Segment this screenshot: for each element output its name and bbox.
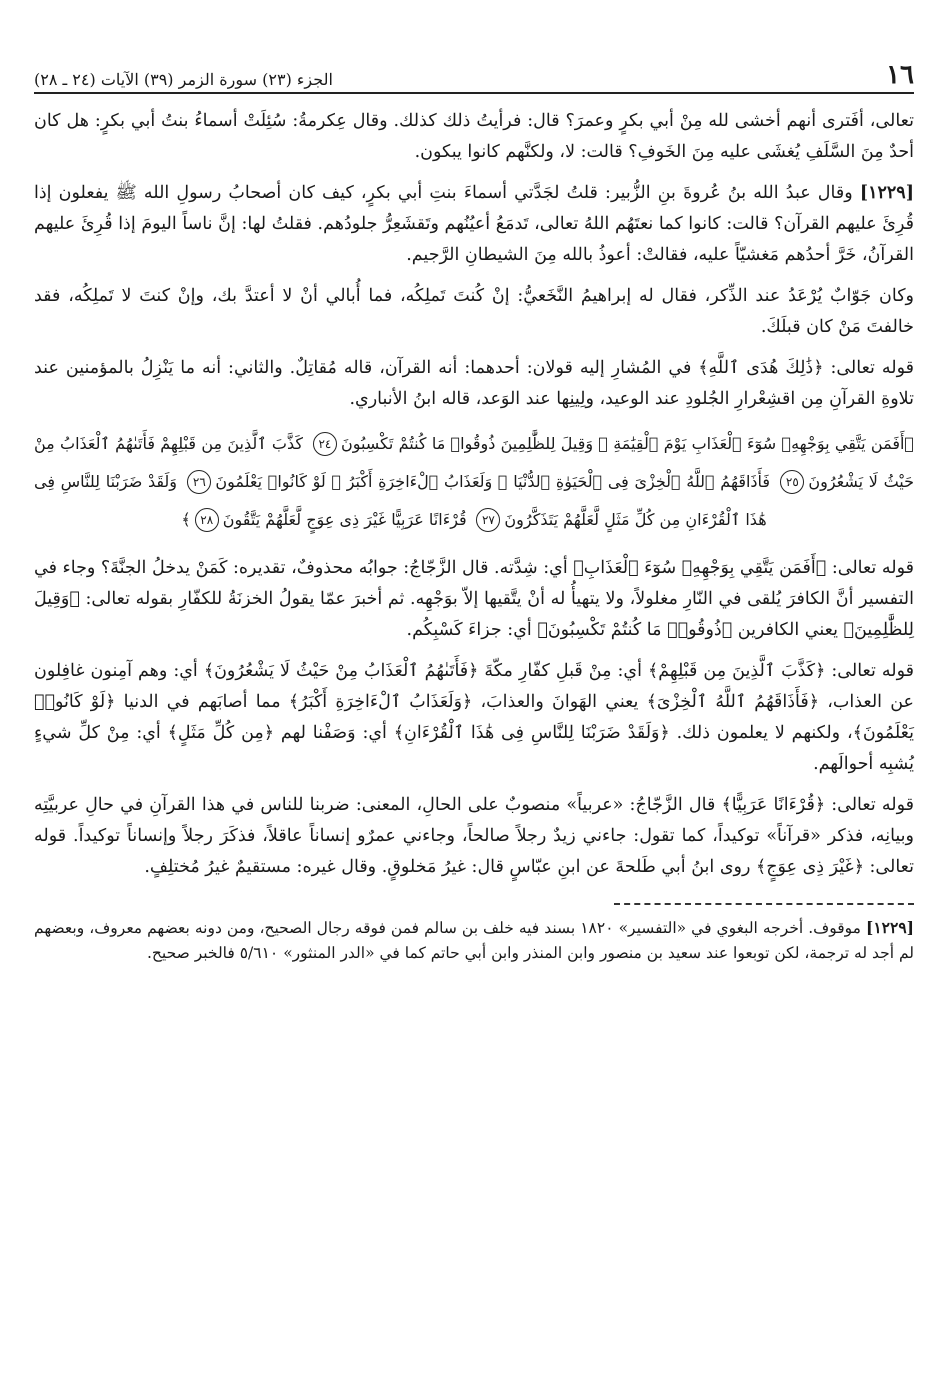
quran-verse-block: ﴿أَفَمَن يَتَّقِي بِوَجْهِهِۦ سُوٓءَ ٱلْعَذَابِ يَوْمَ ٱلْقِيَٰمَةِ ۚ وَقِيلَ لِلظَّٰلِمِينَ ذُوقُوا۟ مَا كُنتُمْ تَكْسِبُونَ٢٤ كَذَّبَ ٱلَّذِينَ مِن قَبْلِهِمْ فَأَتَىٰهُمُ ٱلْعَذَابُ مِنْ حَيْثُ لَا يَشْعُرُونَ٢٥ فَأَذَاقَهُمُ ٱللَّهُ ٱلْخِزْىَ فِى ٱلْحَيَوٰةِ ٱلدُّنْيَا ۖ وَلَعَذَابُ ٱلْءَاخِرَةِ أَكْبَرُ ۚ لَوْ كَانُوا۟ يَعْلَمُونَ٢٦ وَلَقَدْ ضَرَبْنَا لِلنَّاسِ فِى هَٰذَا ٱلْقُرْءَانِ مِن كُلِّ مَثَلٍ لَّعَلَّهُمْ يَتَذَكَّرُونَ٢٧ قُرْءَانًا عَرَبِيًّا غَيْرَ ذِى عِوَجٍ لَّعَلَّهُمْ يَتَّقُونَ٢٨﴾ bbox=[34, 425, 914, 539]
paragraph: وكان جَوّابٌ يُرْعَدُ عند الذِّكر، فقال له إبراهيمُ النَّخَعيُّ: إنْ كُنتَ تَملِكُه، فما أُبالي أنْ لا أعتدَّ بك، وإنْ كنتَ لا تَملِكُه، فقد خالفتَ مَنْ كان قبلَكَ. bbox=[34, 286, 914, 337]
ayah-number-marker: ٢٧ bbox=[476, 508, 500, 532]
paragraph-narration: [١٢٢٩] وقال عبدُ الله بنُ عُروةَ بنِ الزُّبير: قلتُ لجَدَّتي أسماءَ بنتِ أبي بكرٍ، كيف كان أصحابُ رسولِ الله ﷺ يفعلون إذا قُرِئَ عليهم القرآن؟ قالت: كانوا كما نعتَهُم اللهُ تعالى، تَدمَعُ أعيُنُهم وتَقشَعِرُّ جلودُهم. فقلتُ لها: إنَّ ناساً اليومَ إذا قُرِئَ عليهم القرآنُ، خَرَّ أحدُهم مَغشيّاً عليه، فقالتْ: أعوذُ بالله مِنَ الشيطانِ الرَّجيم. bbox=[34, 183, 914, 265]
footnote: [١٢٢٩] موقوف. أخرجه البغوي في «التفسير» ١٨٢٠ بسند فيه خلف بن سالم فمن فوقه رجال الصحيح، ومن دونه بعضهم معروف، وبعضهم لم أجد له ترجمة، لكن توبعوا عند سعيد بن منصور وابن المنذر وابن أبي حاتم كما في «الدر المنثور» ٥/٦١٠ فالخبر صحيح. bbox=[34, 918, 914, 962]
commentary-paragraph: قوله تعالى: ﴿أَفَمَن يَتَّقِي بِوَجْهِهِۦ سُوٓءَ ٱلْعَذَابِ﴾ أي: شِدَّته. قال الزَّجّاجُ: جوابُه محذوفٌ، تقديره: كَمَنْ يدخلُ الجنَّةَ؟ وجاء في التفسير أنَّ الكافرَ يُلقى في النّارِ مغلولاً، ولا يتهيأُ له أنْ يتَّقيها إلاّ بوَجْهِه. ثم أخبرَ عمّا يقولُ الخزنَةُ للكفّارِ بقوله تعالى: ﴿وَقِيلَ لِلظَّٰلِمِينَ﴾ يعني الكافرين ﴿ذُوقُوا۟ مَا كُنتُمْ تَكْسِبُونَ﴾ أي: جزاءَ كَسْبِكُم. bbox=[34, 558, 914, 640]
commentary-paragraph: قوله تعالى: ﴿قُرْءَانًا عَرَبِيًّا﴾ قال الزَّجّاجُ: «عربياً» منصوبٌ على الحالِ، المعنى: ضربنا للناس في هذا القرآنِ في حالِ عربيَّتِه وبيانِه، فذكر «قرآناً» توكيداً، كما تقول: جاءني زيدٌ رجلاً صالحاً، وجاءني عمرٌو إنساناً عاقلاً، فذكَرَ رجلاً وإنساناً توكيداً. قوله تعالى: ﴿غَيْرَ ذِى عِوَجٍ﴾ روى ابنُ أبي طَلحةَ عن ابنِ عبّاسٍ قال: غيرُ مَخلوقٍ. وقال غيره: مستقيمٌ غيرُ مُختلِفٍ. bbox=[34, 795, 914, 877]
ayah-number-marker: ٢٥ bbox=[780, 470, 804, 494]
running-title: الجزء (٢٣) سورة الزمر (٣٩) الآيات (٢٤ ـ ٢٨) bbox=[34, 70, 333, 89]
footnote-divider bbox=[614, 903, 914, 905]
ayah-number-marker: ٢٨ bbox=[195, 508, 219, 532]
page-header bbox=[34, 48, 914, 94]
paragraph: قوله تعالى: ﴿ذَٰلِكَ هُدَى ٱللَّهِ﴾ في المُشارِ إليه قولان: أحدهما: أنه القرآن، قاله مُقاتِلٌ. والثاني: أنه ما يَنْزِلُ بالمؤمنين عند تلاوةِ القرآنِ مِن اقشِعْرارِ الجُلودِ عند الوعيد، ولِينِها عند الوَعد، قاله ابنُ الأنباري. bbox=[34, 358, 914, 409]
page bbox=[34, 48, 914, 966]
hadith-ref: [١٢٢٩] bbox=[859, 183, 914, 203]
main-text bbox=[34, 106, 914, 883]
page-number: ١٦ bbox=[886, 60, 914, 90]
ayah-number-marker: ٢٤ bbox=[313, 432, 337, 456]
paragraph: تعالى، أفَترى أنهم أخشى لله مِنْ أبي بكرٍ وعمرَ؟ قال: فرأيتُ ذلك كذلك. وقال عِكرمةُ: سُئِلَتْ أسماءُ بنتُ أبي بكرٍ: هل كان أحدٌ مِنَ السَّلَفِ يُغشَى عليه مِنَ الخَوفِ؟ قالت: لا، ولكنَّهم كانوا يبكون. bbox=[34, 111, 914, 162]
commentary-paragraph: قوله تعالى: ﴿كَذَّبَ ٱلَّذِينَ مِن قَبْلِهِمْ﴾ أي: مِنْ قَبلِ كفّارِ مكّةَ ﴿فَأَتَىٰهُمُ ٱلْعَذَابُ مِنْ حَيْثُ لَا يَشْعُرُونَ﴾ أي: وهم آمِنون غافِلون عن العذاب، ﴿فَأَذَاقَهُمُ ٱللَّهُ ٱلْخِزْىَ﴾ يعني الهَوانَ والعذابَ، ﴿وَلَعَذَابُ ٱلْءَاخِرَةِ أَكْبَرُ﴾ مما أصابَهم في الدنيا ﴿لَوْ كَانُوا۟ يَعْلَمُونَ﴾، ولكنهم لا يعلمون ذلك. ﴿وَلَقَدْ ضَرَبْنَا لِلنَّاسِ فِى هَٰذَا ٱلْقُرْءَانِ﴾ أي: وَصَفْنا لهم ﴿مِن كُلِّ مَثَلٍ﴾ أي: مِنْ كلِّ شيءٍ يُشبِه أحوالَهم. bbox=[34, 661, 914, 774]
footnote-ref: [١٢٢٩] bbox=[866, 918, 914, 937]
ayah-number-marker: ٢٦ bbox=[187, 470, 211, 494]
